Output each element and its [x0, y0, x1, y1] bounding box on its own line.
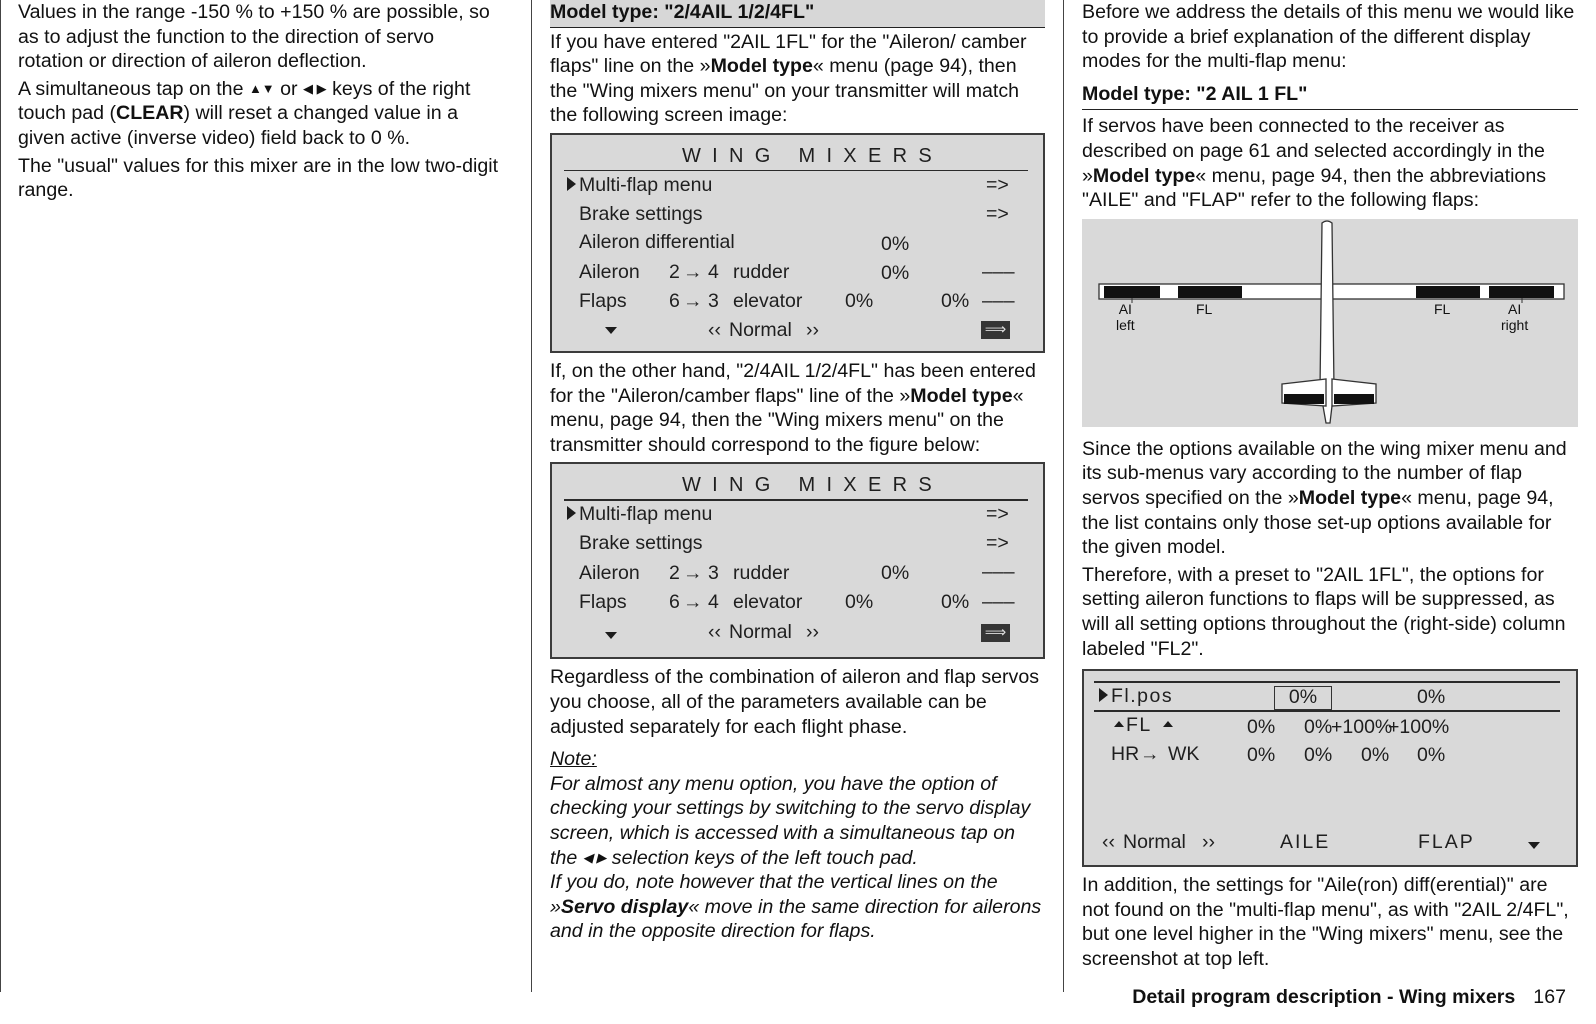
- aileron-dash: –––: [982, 561, 1015, 584]
- left-right-keys-icon: ◀ ▶: [582, 849, 607, 865]
- diff-value[interactable]: 0%: [881, 232, 910, 255]
- paragraph: If, on the other hand, "2/4AIL 1/2/4FL" has been entered for the "Aileron/camber flaps" line of the »Model type« menu, page 94, then the "Wing mixers menu" on the transmitter should correspond to the figure below:: [550, 359, 1036, 456]
- cursor-arrow-icon: [567, 506, 576, 520]
- flaps-value-1[interactable]: 0%: [845, 591, 874, 614]
- paragraph: If you have entered "2AIL 1FL" for the "Aileron/ camber flaps" line on the »Model type« menu (page 94), then the "Wing mixers menu" on your transmitter will match the following screen image:: [550, 30, 1027, 127]
- flight-phase: Normal: [1123, 831, 1186, 854]
- flaps-target: elevator: [733, 591, 803, 614]
- mix-arrow-icon: →: [1140, 743, 1160, 766]
- aileron-from: 2: [669, 562, 680, 585]
- flaps-to: 3: [708, 289, 719, 312]
- mix-arrow-icon: →: [683, 289, 703, 312]
- paragraph: Before we address the details of this menu we would like to provide a brief explanation of the different display modes for the multi-flap menu:: [1082, 1, 1575, 73]
- servo-display-icon[interactable]: ⟹: [981, 624, 1010, 642]
- paragraph: In addition, the settings for "Aile(ron) diff(erential)" are not found on the "multi-flap menu", as with "2AIL 2/4FL", but one level higher in the "Wing mixers" menu, see the screenshot at top left.: [1082, 874, 1569, 970]
- menu-item-multiflap[interactable]: Multi-flap menu: [579, 173, 713, 196]
- wk-label: WK: [1168, 743, 1200, 766]
- fl-label: FL: [1126, 714, 1152, 737]
- flaps-target: elevator: [733, 289, 803, 312]
- hr-value-3[interactable]: 0%: [1361, 744, 1390, 767]
- left-right-keys-icon: ◀ ▶: [303, 80, 327, 96]
- flaps-from: 6: [669, 289, 680, 312]
- hr-label: HR: [1111, 743, 1140, 766]
- aileron-to: 4: [708, 260, 719, 283]
- note-text: For almost any menu option, you have the option of checking your settings by switching to the servo display screen, which is accessed with a simultaneous tap on the ◀ ▶ selection keys of the left touch pad.: [550, 772, 1031, 869]
- phase-prev-icon[interactable]: ‹‹: [708, 621, 721, 644]
- divider: [564, 170, 1028, 172]
- note-label: Note:: [550, 748, 597, 771]
- paragraph: A simultaneous tap on the ▲▼ or ◀ ▶ keys of the right touch pad (CLEAR) will reset a changed value in a given active (inverse video) field back to 0 %.: [18, 77, 471, 149]
- label-aileron-left: AI left: [1116, 300, 1135, 333]
- flap-left-surface: [1178, 286, 1242, 298]
- aileron-label: Aileron: [579, 260, 640, 283]
- menu-item-multiflap[interactable]: Multi-flap menu: [579, 503, 713, 526]
- flap-column: FLAP: [1418, 831, 1475, 854]
- go-arrow-icon[interactable]: =>: [986, 173, 1009, 196]
- aileron-right-surface: [1489, 286, 1554, 298]
- column-right: [1082, 0, 1578, 974]
- page-footer: [1132, 985, 1566, 1010]
- phase-next-icon[interactable]: ››: [806, 318, 819, 341]
- aileron-value[interactable]: 0%: [881, 261, 910, 284]
- section-header: Model type: "2/4AIL 1/2/4FL": [550, 0, 1045, 28]
- flpos-value-1[interactable]: 0%: [1274, 686, 1332, 710]
- divider: [1094, 681, 1560, 683]
- paragraph: Since the options available on the wing mixer menu and its sub-menus vary according to the number of flap servos specified on the »Model type« menu, page 94, the list contains only those set-up options available for the given model.: [1082, 437, 1567, 559]
- flaps-label: Flaps: [579, 289, 627, 312]
- aileron-left-surface: [1104, 286, 1160, 298]
- aileron-to: 3: [708, 562, 719, 585]
- divider: [564, 499, 1028, 501]
- cursor-arrow-icon: [1099, 688, 1108, 702]
- aileron-target: rudder: [733, 260, 790, 283]
- aile-column: AILE: [1280, 831, 1331, 854]
- aileron-label: Aileron: [579, 562, 640, 585]
- fl-value-3[interactable]: +100%: [1331, 716, 1393, 739]
- footer-title: Detail program description - Wing mixers: [1132, 986, 1516, 1008]
- flight-phase: Normal: [729, 318, 792, 341]
- paragraph: Values in the range -150 % to +150 % are possible, so as to adjust the function to the direction of servo rotation or direction of aileron deflection.: [18, 1, 490, 73]
- aileron-from: 2: [669, 260, 680, 283]
- label-flap-right: FL: [1434, 300, 1451, 317]
- column-left: [18, 0, 504, 206]
- flight-phase: Normal: [729, 621, 792, 644]
- note-text: If you do, note however that the vertical lines on the »Servo display« move in the same direction for ailerons and in the opposite direction for flaps.: [550, 871, 1042, 943]
- elevator-left: [1284, 394, 1324, 404]
- flaps-dash: –––: [982, 591, 1015, 614]
- flaps-to: 4: [708, 591, 719, 614]
- hr-value-2[interactable]: 0%: [1304, 744, 1333, 767]
- flap-right-surface: [1416, 286, 1480, 298]
- servo-display-icon[interactable]: ⟹: [981, 321, 1010, 339]
- paragraph: The "usual" values for this mixer are in the low two-digit range.: [18, 154, 499, 202]
- aileron-value[interactable]: 0%: [881, 562, 910, 585]
- fl-value-2[interactable]: 0%: [1304, 716, 1333, 739]
- diff-label: Aileron differential: [579, 230, 735, 253]
- flaps-value-2[interactable]: 0%: [941, 591, 970, 614]
- flaps-value-1[interactable]: 0%: [845, 289, 874, 312]
- mix-arrow-icon: →: [683, 591, 703, 614]
- flaps-value-2[interactable]: 0%: [941, 289, 970, 312]
- down-arrow-icon: [1528, 842, 1540, 849]
- go-arrow-icon[interactable]: =>: [986, 503, 1009, 526]
- up-arrow-icon: [1163, 721, 1173, 727]
- down-arrow-icon: [605, 327, 617, 334]
- divider: [1094, 710, 1560, 712]
- paragraph: Therefore, with a preset to "2AIL 1FL", the options for setting aileron functions to flaps will be suppressed, as will all setting options throughout the (right-side) column labeled "FL2".: [1082, 563, 1566, 660]
- hr-value-4[interactable]: 0%: [1417, 744, 1446, 767]
- page-left-edge: [0, 0, 1, 992]
- page-number: 167: [1533, 986, 1566, 1008]
- aileron-dash: –––: [982, 260, 1015, 283]
- column-middle: [550, 0, 1045, 947]
- paragraph: If servos have been connected to the receiver as described on page 61 and selected accordingly in the »Model type« menu, page 94, then the abbreviations "AILE" and "FLAP" refer to the following flaps:: [1082, 115, 1547, 212]
- screen-title: WING MIXERS: [682, 144, 943, 167]
- label-aileron-right: AI right: [1501, 300, 1529, 333]
- up-down-keys-icon: ▲▼: [248, 80, 275, 96]
- wing-mixers-screen-2: [550, 462, 1045, 659]
- section-header: Model type: "2 AIL 1 FL": [1082, 80, 1578, 111]
- mix-arrow-icon: →: [683, 260, 703, 283]
- phase-prev-icon[interactable]: ‹‹: [1102, 831, 1115, 854]
- go-arrow-icon[interactable]: =>: [986, 202, 1009, 225]
- paragraph: Regardless of the combination of aileron and flap servos you choose, all of the parameters available can be adjusted separately for each flight phase.: [550, 666, 1040, 738]
- column-divider-left: [531, 0, 532, 992]
- aileron-target: rudder: [733, 562, 790, 585]
- aircraft-diagram: [1082, 219, 1578, 427]
- screen-title: WING MIXERS: [682, 474, 943, 497]
- menu-item-brake[interactable]: Brake settings: [579, 202, 703, 225]
- up-arrow-icon: [1114, 721, 1124, 727]
- hr-value-1[interactable]: 0%: [1247, 744, 1276, 767]
- mix-arrow-icon: →: [683, 562, 703, 585]
- label-flap-left: FL: [1196, 300, 1213, 317]
- menu-item-brake[interactable]: Brake settings: [579, 532, 703, 555]
- flaps-label: Flaps: [579, 591, 627, 614]
- phase-next-icon[interactable]: ››: [806, 621, 819, 644]
- go-arrow-icon[interactable]: =>: [986, 532, 1009, 555]
- down-arrow-icon: [605, 632, 617, 639]
- flaps-dash: –––: [982, 289, 1015, 312]
- fl-value-4[interactable]: +100%: [1388, 716, 1450, 739]
- phase-next-icon[interactable]: ››: [1202, 831, 1215, 854]
- wing-mixers-screen-1: [550, 133, 1045, 353]
- column-divider-right: [1063, 0, 1064, 992]
- flaps-from: 6: [669, 591, 680, 614]
- multi-flap-screen: [1082, 669, 1578, 867]
- phase-prev-icon[interactable]: ‹‹: [708, 318, 721, 341]
- flpos-value-2[interactable]: 0%: [1417, 686, 1446, 709]
- cursor-arrow-icon: [567, 177, 576, 191]
- fl-value-1[interactable]: 0%: [1247, 716, 1276, 739]
- elevator-right: [1334, 394, 1374, 404]
- flpos-label: Fl.pos: [1111, 685, 1174, 708]
